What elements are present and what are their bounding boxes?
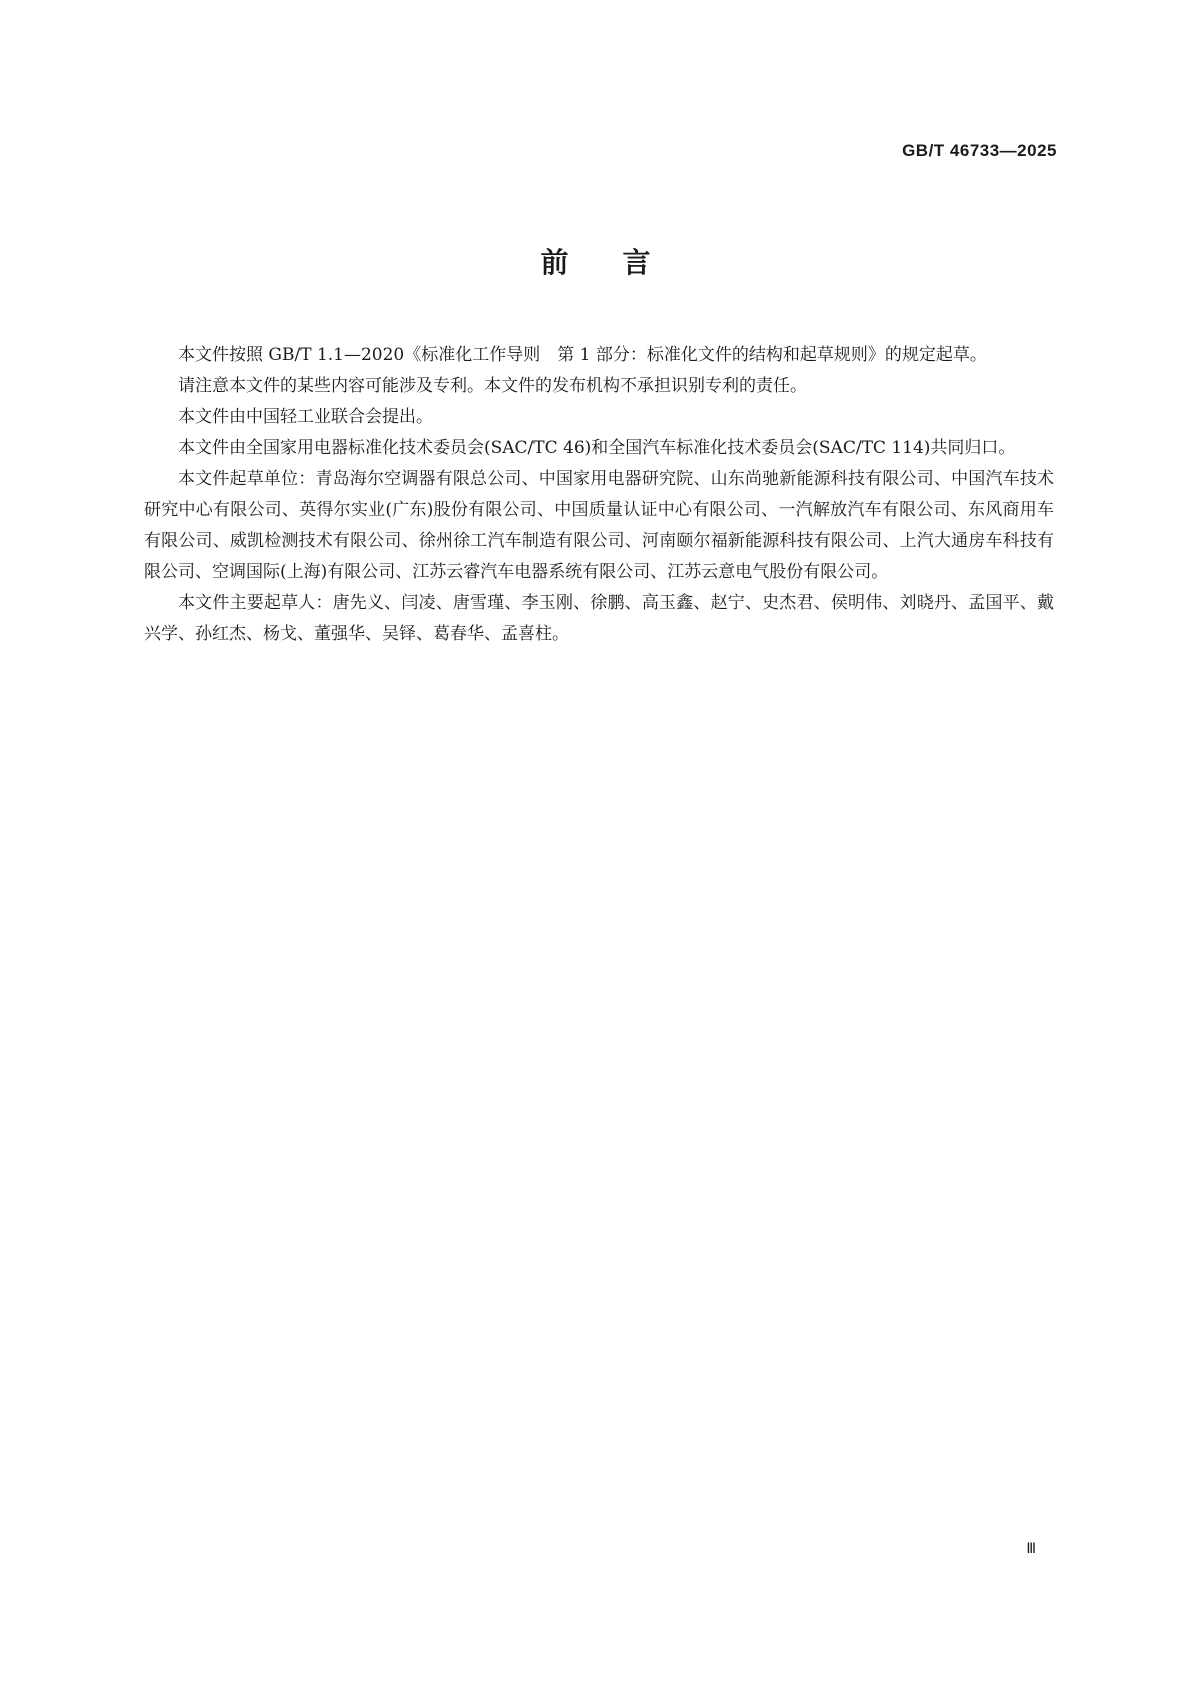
page-title: 前言 [540, 246, 705, 279]
standard-code: GB/T 46733—2025 [902, 141, 1057, 160]
paragraph-technical-committee: 本文件由全国家用电器标准化技术委员会(SAC/TC 46)和全国汽车标准化技术委员会(SAC/TC 114)共同归口。 [178, 438, 1016, 458]
paragraph-proposer: 本文件由中国轻工业联合会提出。 [178, 407, 433, 427]
paragraph-drafting-organizations: 本文件起草单位：青岛海尔空调器有限总公司、中国家用电器研究院、山东尚驰新能源科技有限公司、中国汽车技术研究中心有限公司、英得尔实业(广东)股份有限公司、中国质量认证中心有限公司、一汽解放汽车有限公司、东风商用车有限公司、威凯检测技术有限公司、徐州徐工汽车制造有限公司、河南颐尔福新能源科技有限公司、上汽大通房车科技有限公司、空调国际(上海)有限公司、江苏云睿汽车电器系统有限公司、江苏云意电气股份有限公司。 [144, 469, 1054, 582]
paragraph-patent-notice: 请注意本文件的某些内容可能涉及专利。本文件的发布机构不承担识别专利的责任。 [178, 376, 807, 396]
paragraph-drafting-rules: 本文件按照 GB/T 1.1—2020《标准化工作导则 第 1 部分：标准化文件的结构和起草规则》的规定起草。 [178, 345, 987, 365]
page-number: Ⅲ [1026, 1541, 1036, 1557]
foreword-body [144, 340, 1054, 650]
paragraph-drafters: 本文件主要起草人：唐先义、闫凌、唐雪瑾、李玉刚、徐鹏、高玉鑫、赵宁、史杰君、侯明伟、刘晓丹、孟国平、戴兴学、孙红杰、杨戈、董强华、吴铎、葛春华、孟喜柱。 [144, 593, 1054, 644]
